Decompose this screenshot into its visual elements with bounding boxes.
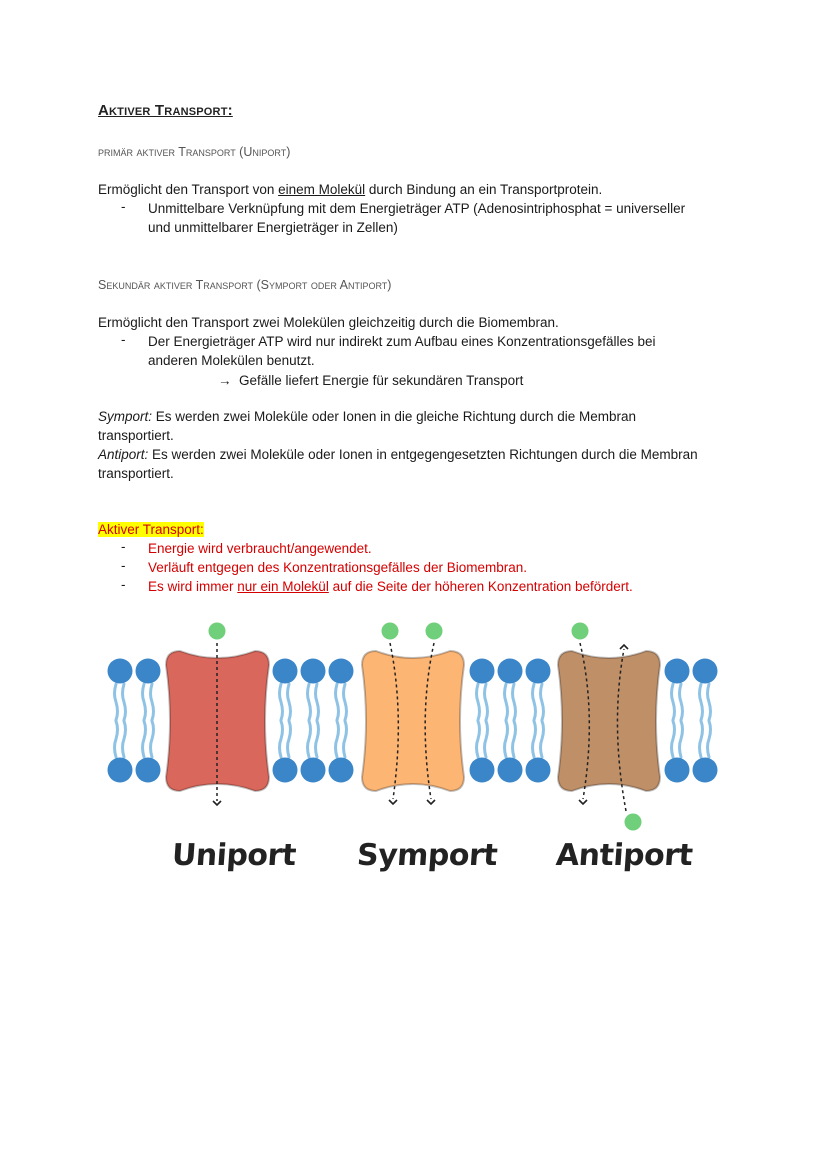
antiport-protein: [558, 651, 660, 791]
lipid-tail-upper: [115, 684, 118, 720]
page-title: Aktiver Transport:: [98, 102, 233, 119]
lipid-tail-lower: [505, 721, 508, 757]
lipid-tail-lower: [143, 721, 146, 757]
lipid-head-lower: [301, 758, 326, 783]
symport-label: Symport: [355, 838, 499, 873]
right-arrow-icon: →: [218, 373, 232, 388]
lipid-tail-lower: [672, 721, 675, 757]
lipid-head-upper: [301, 659, 326, 684]
lipid-head-lower: [136, 758, 161, 783]
summary-bullet-2: Verläuft entgegen des Konzentrationsgefälles der Biomembran.: [148, 560, 527, 575]
lipid-head-lower: [470, 758, 495, 783]
lipid-head-upper: [470, 659, 495, 684]
lipid-tail-lower: [700, 721, 703, 757]
lipid-head-upper: [273, 659, 298, 684]
lipid-tail-upper: [336, 684, 339, 720]
lipid-tail-upper: [680, 684, 683, 720]
membrane-transport-diagram: [100, 615, 740, 835]
lipid-tail-lower: [115, 721, 118, 757]
lipid-tail-upper: [672, 684, 675, 720]
lipid-tail-lower: [123, 721, 126, 757]
lipid-head-upper: [665, 659, 690, 684]
lipid-head-upper: [136, 659, 161, 684]
molecule-antiport-in: [572, 623, 589, 640]
bullet-marker: -: [121, 332, 126, 347]
chevron-down-icon: [579, 800, 587, 804]
secondary-bullet: Der Energieträger ATP wird nur indirekt zum Aufbau eines Konzentrationsgefälles bei anderen Molekülen benutzt.: [148, 334, 656, 368]
lipid-tail-lower: [708, 721, 711, 757]
summary-bullet-1: Energie wird verbraucht/angewendet.: [148, 541, 372, 556]
chevron-down-icon: [389, 800, 397, 804]
lipid-tail-upper: [143, 684, 146, 720]
lipid-tail-lower: [336, 721, 339, 757]
lipid-tail-upper: [288, 684, 291, 720]
lipid-tail-lower: [280, 721, 283, 757]
lipid-head-lower: [498, 758, 523, 783]
antiport-label: Antiport: [554, 838, 694, 873]
lipid-tail-upper: [280, 684, 283, 720]
lipid-tail-lower: [533, 721, 536, 757]
bullet-marker: -: [121, 199, 126, 214]
lipid-head-upper: [693, 659, 718, 684]
lipid-tail-lower: [541, 721, 544, 757]
lipid-head-upper: [498, 659, 523, 684]
lipid-tail-upper: [344, 684, 347, 720]
chevron-down-icon: [213, 801, 221, 805]
lipid-tail-lower: [485, 721, 488, 757]
lipid-tail-upper: [533, 684, 536, 720]
lipid-tail-upper: [123, 684, 126, 720]
symport-protein: [362, 651, 464, 791]
summary-heading: Aktiver Transport:: [98, 522, 204, 537]
bullet-marker: -: [121, 558, 126, 573]
lipid-head-upper: [329, 659, 354, 684]
lipid-tail-upper: [485, 684, 488, 720]
lipid-head-lower: [693, 758, 718, 783]
lipid-head-lower: [108, 758, 133, 783]
lipid-head-upper: [526, 659, 551, 684]
lipid-tail-upper: [477, 684, 480, 720]
lipid-head-lower: [329, 758, 354, 783]
lipid-tail-lower: [344, 721, 347, 757]
secondary-subtitle: Sekundär aktiver Transport (Symport oder Antiport): [98, 278, 392, 292]
lipid-tail-lower: [513, 721, 516, 757]
lipid-tail-lower: [477, 721, 480, 757]
lipid-tail-upper: [700, 684, 703, 720]
chevron-up-icon: [620, 645, 628, 649]
arrow-note: → Gefälle liefert Energie für sekundären Transport: [218, 373, 524, 388]
molecule-antiport-out: [625, 814, 642, 831]
lipid-tail-lower: [316, 721, 319, 757]
lipid-tail-lower: [288, 721, 291, 757]
symport-definition: Symport: Es werden zwei Moleküle oder Ionen in die gleiche Richtung durch die Membran transportiert.: [98, 409, 637, 443]
lipid-head-upper: [108, 659, 133, 684]
secondary-description: Ermöglicht den Transport zwei Molekülen gleichzeitig durch die Biomembran.: [98, 315, 559, 330]
primary-bullet: Unmittelbare Verknüpfung mit dem Energieträger ATP (Adenosintriphosphat = universeller und unmittelbarer Energieträger in Zellen): [148, 201, 686, 235]
molecule-symport-1: [382, 623, 399, 640]
lipid-tail-upper: [151, 684, 154, 720]
lipid-tail-upper: [708, 684, 711, 720]
uniport-label: Uniport: [170, 838, 297, 873]
lipid-tail-lower: [680, 721, 683, 757]
lipid-head-lower: [526, 758, 551, 783]
lipid-tail-upper: [541, 684, 544, 720]
antiport-definition: Antiport: Es werden zwei Moleküle oder Ionen in entgegengesetzten Richtungen durch die Membran transportiert.: [98, 447, 698, 481]
lipid-tail-upper: [308, 684, 311, 720]
molecule-symport-2: [426, 623, 443, 640]
lipid-tail-upper: [513, 684, 516, 720]
bullet-marker: -: [121, 539, 126, 554]
lipid-head-lower: [665, 758, 690, 783]
molecule-uniport: [209, 623, 226, 640]
lipid-tail-lower: [308, 721, 311, 757]
lipid-tail-upper: [316, 684, 319, 720]
primary-description: Ermöglicht den Transport von einem Molekül durch Bindung an ein Transportprotein.: [98, 182, 603, 197]
underlined-term: einem Molekül: [278, 182, 366, 197]
lipid-tail-lower: [151, 721, 154, 757]
bullet-marker: -: [121, 577, 126, 592]
lipid-head-lower: [273, 758, 298, 783]
lipid-tail-upper: [505, 684, 508, 720]
summary-bullet-3: Es wird immer nur ein Molekül auf die Seite der höheren Konzentration befördert.: [148, 579, 633, 594]
primary-subtitle: primär aktiver Transport (Uniport): [98, 145, 291, 159]
chevron-down-icon: [427, 800, 435, 804]
